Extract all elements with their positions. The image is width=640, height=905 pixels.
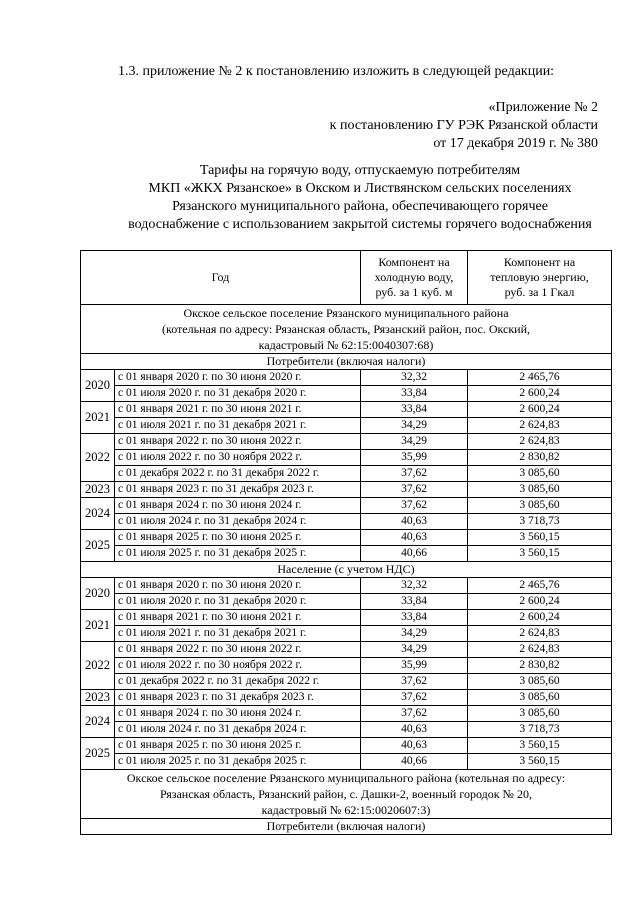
cold-water-value: 34,29 <box>361 434 468 450</box>
intro-text: 1.3. приложение № 2 к постановлению изложить в следующей редакции: <box>118 64 555 79</box>
heat-energy-value: 3 560,15 <box>468 546 612 562</box>
cold-water-value: 40,66 <box>361 754 468 770</box>
heat-energy-value: 2 465,76 <box>468 578 612 594</box>
table-row <box>81 722 612 738</box>
table-row <box>81 626 612 642</box>
appendix-line: к постановлению ГУ РЭК Рязанской области <box>329 118 598 133</box>
year-cell: 2021 <box>81 610 115 642</box>
cold-water-value: 40,63 <box>361 530 468 546</box>
heat-energy-value: 3 560,15 <box>468 754 612 770</box>
table-row <box>81 610 612 626</box>
period-cell: с 01 июля 2020 г. по 31 декабря 2020 г. <box>115 386 361 402</box>
period-cell: с 01 июля 2020 г. по 31 декабря 2020 г. <box>115 594 361 610</box>
section-heading <box>81 305 612 354</box>
section-row <box>81 305 612 354</box>
year-cell: 2022 <box>81 642 115 690</box>
heat-energy-value: 2 624,83 <box>468 642 612 658</box>
table-row <box>81 370 612 386</box>
year-cell: 2024 <box>81 706 115 738</box>
heat-energy-value: 3 718,73 <box>468 514 612 530</box>
heat-energy-value: 2 600,24 <box>468 402 612 418</box>
table-row <box>81 594 612 610</box>
year-cell: 2023 <box>81 482 115 498</box>
period-cell: с 01 января 2023 г. по 31 декабря 2023 г. <box>115 690 361 706</box>
period-cell: с 01 июля 2024 г. по 31 декабря 2024 г. <box>115 514 361 530</box>
table-row <box>81 642 612 658</box>
group-row <box>81 562 612 578</box>
section-line: кадастровый № 62:15:0040307:68) <box>258 338 434 352</box>
period-cell: с 01 января 2021 г. по 30 июня 2021 г. <box>115 402 361 418</box>
heat-energy-value: 2 600,24 <box>468 594 612 610</box>
table-row <box>81 434 612 450</box>
title-line: водоснабжение с использованием закрытой системы горячего водоснабжения <box>128 217 592 232</box>
year-cell: 2021 <box>81 402 115 434</box>
heat-energy-value: 2 624,83 <box>468 434 612 450</box>
appendix-reference <box>330 99 598 153</box>
cold-water-value: 33,84 <box>361 594 468 610</box>
year-cell: 2025 <box>81 738 115 770</box>
table-row <box>81 754 612 770</box>
table-row <box>81 706 612 722</box>
heat-energy-value: 3 560,15 <box>468 530 612 546</box>
header-cold-line: Компонент на <box>378 255 450 269</box>
period-cell: с 01 января 2022 г. по 30 июня 2022 г. <box>115 642 361 658</box>
group-row <box>81 819 612 835</box>
year-cell: 2020 <box>81 578 115 610</box>
header-cold-line: руб. за 1 куб. м <box>375 285 453 299</box>
cold-water-value: 37,62 <box>361 690 468 706</box>
cold-water-value: 40,66 <box>361 546 468 562</box>
table-row <box>81 658 612 674</box>
cold-water-value: 32,32 <box>361 370 468 386</box>
period-cell: с 01 января 2020 г. по 30 июня 2020 г. <box>115 578 361 594</box>
header-year: Год <box>81 251 361 305</box>
period-cell: с 01 января 2024 г. по 30 июня 2024 г. <box>115 498 361 514</box>
heat-energy-value: 3 085,60 <box>468 706 612 722</box>
period-cell: с 01 июля 2022 г. по 30 ноября 2022 г. <box>115 450 361 466</box>
year-cell: 2025 <box>81 530 115 562</box>
table-row <box>81 738 612 754</box>
heat-energy-value: 2 465,76 <box>468 370 612 386</box>
table-row <box>81 482 612 498</box>
group-label: Население (с учетом НДС) <box>81 562 612 578</box>
group-row <box>81 354 612 370</box>
title-line: Тарифы на горячую воду, отпускаемую потребителям <box>199 163 521 178</box>
table-row <box>81 530 612 546</box>
year-cell: 2024 <box>81 498 115 530</box>
section-line: Окское сельское поселение Рязанского муниципального района (котельная по адресу: <box>126 771 566 785</box>
section-line: кадастровый № 62:15:0020607:3) <box>261 803 431 817</box>
tariff-table <box>80 250 612 835</box>
section-line: Окское сельское поселение Рязанского муниципального района <box>183 306 509 320</box>
appendix-line: от 17 декабря 2019 г. № 380 <box>433 136 598 151</box>
header-cold-line: холодную воду, <box>374 270 454 284</box>
cold-water-value: 37,62 <box>361 706 468 722</box>
period-cell: с 01 января 2023 г. по 31 декабря 2023 г. <box>115 482 361 498</box>
heat-energy-value: 2 830,82 <box>468 450 612 466</box>
cold-water-value: 34,29 <box>361 418 468 434</box>
cold-water-value: 35,99 <box>361 450 468 466</box>
title-line: Рязанского муниципального района, обеспечивающего горячее <box>172 199 548 214</box>
period-cell: с 01 января 2021 г. по 30 июня 2021 г. <box>115 610 361 626</box>
heat-energy-value: 3 085,60 <box>468 466 612 482</box>
table-row <box>81 386 612 402</box>
period-cell: с 01 января 2020 г. по 30 июня 2020 г. <box>115 370 361 386</box>
table-row <box>81 578 612 594</box>
year-cell: 2022 <box>81 434 115 482</box>
period-cell: с 01 января 2024 г. по 30 июня 2024 г. <box>115 706 361 722</box>
section-heading <box>81 770 612 819</box>
tariff-table-body <box>81 251 612 835</box>
heat-energy-value: 3 560,15 <box>468 738 612 754</box>
cold-water-value: 33,84 <box>361 402 468 418</box>
table-row <box>81 450 612 466</box>
header-heat-line: руб. за 1 Гкал <box>504 285 575 299</box>
heat-energy-value: 3 085,60 <box>468 674 612 690</box>
cold-water-value: 40,63 <box>361 514 468 530</box>
year-cell: 2023 <box>81 690 115 706</box>
table-row <box>81 402 612 418</box>
heat-energy-value: 2 600,24 <box>468 610 612 626</box>
cold-water-value: 40,63 <box>361 722 468 738</box>
heat-energy-value: 3 085,60 <box>468 482 612 498</box>
period-cell: с 01 июля 2025 г. по 31 декабря 2025 г. <box>115 546 361 562</box>
document-title <box>60 162 640 234</box>
period-cell: с 01 июля 2022 г. по 30 ноября 2022 г. <box>115 658 361 674</box>
heat-energy-value: 3 085,60 <box>468 690 612 706</box>
section-line: (котельная по адресу: Рязанская область, Рязанский район, пос. Окский, <box>161 322 531 336</box>
heat-energy-value: 2 624,83 <box>468 626 612 642</box>
cold-water-value: 35,99 <box>361 658 468 674</box>
period-cell: с 01 января 2025 г. по 30 июня 2025 г. <box>115 738 361 754</box>
period-cell: с 01 декабря 2022 г. по 31 декабря 2022 г. <box>115 674 361 690</box>
period-cell: с 01 июля 2024 г. по 31 декабря 2024 г. <box>115 722 361 738</box>
group-label: Потребители (включая налоги) <box>81 354 612 370</box>
table-row <box>81 498 612 514</box>
table-row <box>81 546 612 562</box>
heat-energy-value: 3 718,73 <box>468 722 612 738</box>
period-cell: с 01 декабря 2022 г. по 31 декабря 2022 г. <box>115 466 361 482</box>
table-row <box>81 674 612 690</box>
heat-energy-value: 3 085,60 <box>468 498 612 514</box>
header-cold-water <box>361 251 468 305</box>
period-cell: с 01 июля 2021 г. по 31 декабря 2021 г. <box>115 418 361 434</box>
period-cell: с 01 июля 2021 г. по 31 декабря 2021 г. <box>115 626 361 642</box>
table-header-row <box>81 251 612 305</box>
period-cell: с 01 июля 2025 г. по 31 декабря 2025 г. <box>115 754 361 770</box>
cold-water-value: 34,29 <box>361 642 468 658</box>
header-heat-energy <box>468 251 612 305</box>
year-cell: 2020 <box>81 370 115 402</box>
heat-energy-value: 2 624,83 <box>468 418 612 434</box>
header-heat-line: тепловую энергию, <box>490 270 589 284</box>
appendix-line: «Приложение № 2 <box>488 100 598 115</box>
period-cell: с 01 января 2022 г. по 30 июня 2022 г. <box>115 434 361 450</box>
section-line: Рязанская область, Рязанский район, с. Дашки-2, военный городок № 20, <box>160 787 532 801</box>
group-label: Потребители (включая налоги) <box>81 819 612 835</box>
heat-energy-value: 2 830,82 <box>468 658 612 674</box>
cold-water-value: 37,62 <box>361 482 468 498</box>
cold-water-value: 32,32 <box>361 578 468 594</box>
cold-water-value: 37,62 <box>361 674 468 690</box>
table-row <box>81 418 612 434</box>
cold-water-value: 34,29 <box>361 626 468 642</box>
cold-water-value: 33,84 <box>361 386 468 402</box>
header-heat-line: Компонент на <box>503 255 576 269</box>
period-cell: с 01 января 2025 г. по 30 июня 2025 г. <box>115 530 361 546</box>
table-row <box>81 514 612 530</box>
cold-water-value: 37,62 <box>361 466 468 482</box>
title-line: МКП «ЖКХ Рязанское» в Окском и Листвянском сельских поселениях <box>148 181 572 196</box>
cold-water-value: 37,62 <box>361 498 468 514</box>
cold-water-value: 40,63 <box>361 738 468 754</box>
table-row <box>81 466 612 482</box>
table-row <box>81 690 612 706</box>
section-row <box>81 770 612 819</box>
heat-energy-value: 2 600,24 <box>468 386 612 402</box>
cold-water-value: 33,84 <box>361 610 468 626</box>
